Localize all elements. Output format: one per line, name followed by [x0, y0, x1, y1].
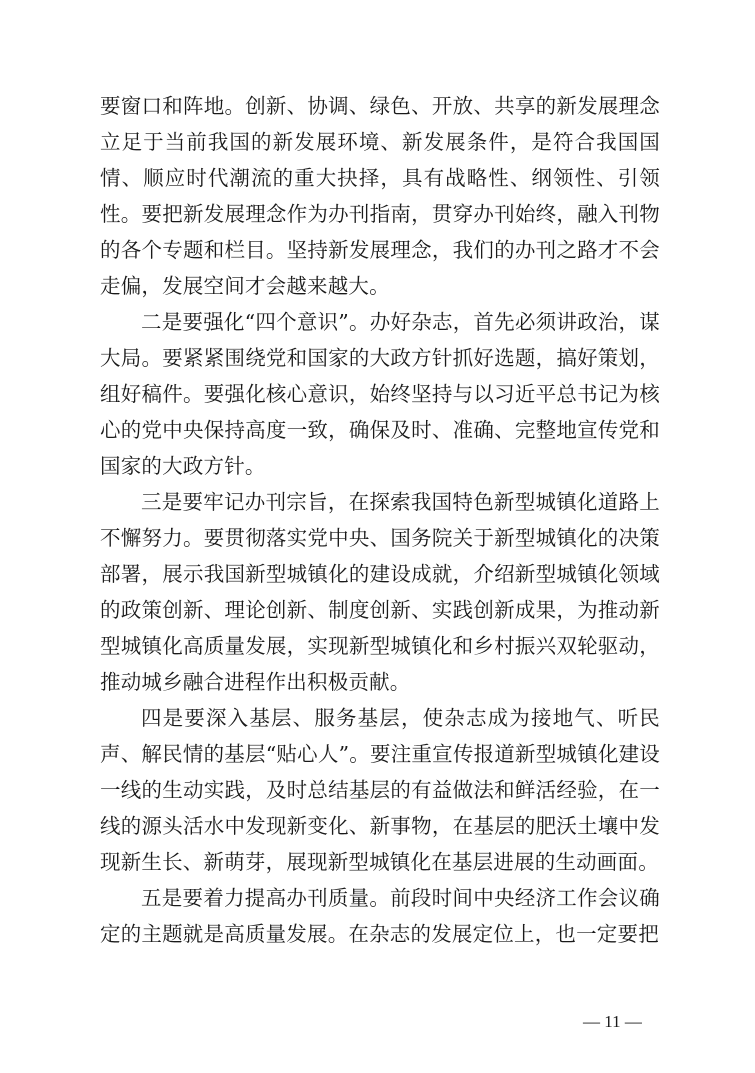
paragraph-3: 三是要牢记办刊宗旨，在探索我国特色新型城镇化道路上不懈努力。要贯彻落实党中央、国务院关于新型城镇化的决策部署，展示我国新型城镇化的建设成就，介绍新型城镇化领域的政策创新、理论创新、制度创新、实践创新成果，为推动新型城镇化高质量发展，实现新型城镇化和乡村振兴双轮驱动，推动城乡融合进程作出积极贡献。	[100, 490, 660, 694]
paragraph-4: 四是要深入基层、服务基层，使杂志成为接地气、听民声、解民情的基层“贴心人”。要注重宣传报道新型城镇化建设一线的生动实践，及时总结基层的有益做法和鲜活经验，在一线的源头活水中发现新变化、新事物，在基层的肥沃土壤中发现新生长、新萌芽，展现新型城镇化在基层进展的生动画面。	[100, 706, 660, 874]
paragraph-2: 二是要强化“四个意识”。办好杂志，首先必须讲政治，谋大局。要紧紧围绕党和国家的大政方针抓好选题，搞好策划，组好稿件。要强化核心意识，始终坚持与以习近平总书记为核心的党中央保持高度一致，确保及时、准确、完整地宣传党和国家的大政方针。	[100, 310, 660, 478]
paragraph-5: 五是要着力提高办刊质量。前段时间中央经济工作会议确定的主题就是高质量发展。在杂志的发展定位上，也一定要把	[100, 886, 660, 946]
paragraph-1: 要窗口和阵地。创新、协调、绿色、开放、共享的新发展理念立足于当前我国的新发展环境、新发展条件，是符合我国国情、顺应时代潮流的重大抉择，具有战略性、纲领性、引领性。要把新发展理念作为办刊指南，贯穿办刊始终，融入刊物的各个专题和栏目。坚持新发展理念，我们的办刊之路才不会走偏，发展空间才会越来越大。	[100, 94, 660, 298]
body-text	[100, 88, 660, 952]
page-number: — 11 —	[583, 1012, 642, 1031]
